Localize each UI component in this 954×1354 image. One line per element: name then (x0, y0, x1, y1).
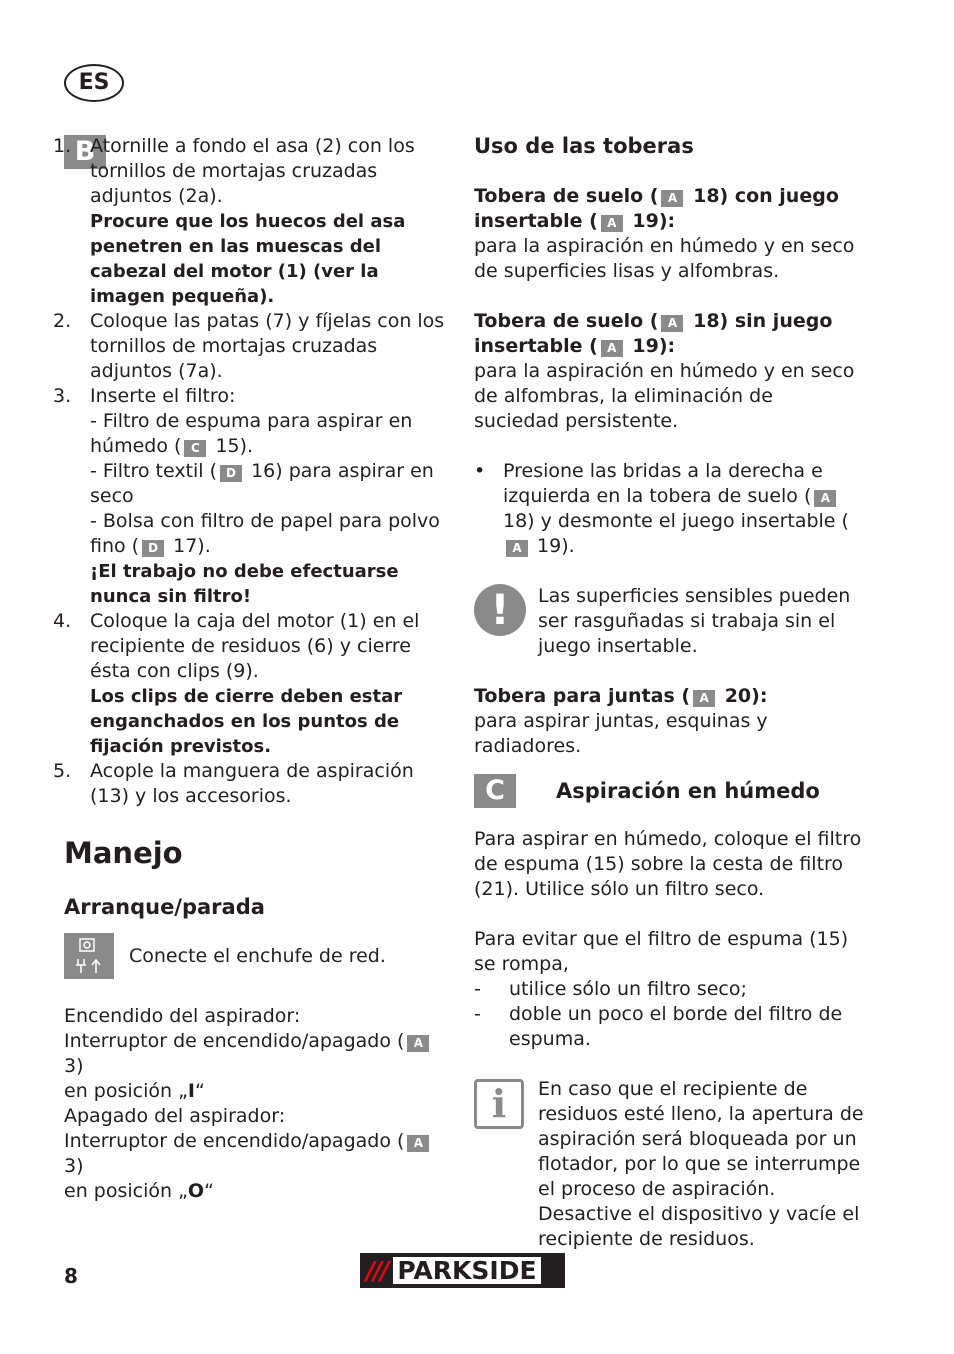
on-position-line (64, 1079, 454, 1104)
ref-tag-a: A (814, 490, 836, 507)
option-text: 17). (167, 535, 211, 557)
left-column (53, 134, 454, 1204)
on-label: Encendido del aspirador: (64, 1005, 301, 1027)
step-note: Los clips de cierre deben estar enganchados en los puntos de fijación previstos. (90, 686, 403, 757)
option-text: 16) para aspirar en seco (90, 460, 434, 507)
line-text: Interruptor de encendido/apagado ( (64, 1130, 405, 1152)
plug-text: Conecte el enchufe de red. (129, 944, 386, 967)
step-5 (0, 759, 454, 809)
ref-tag-a: A (601, 215, 623, 232)
title-text: 18) con juego insertable ( (474, 185, 839, 232)
step-text: Atornille a fondo el asa (2) con los tornillos de mortajas cruzadas adjuntos (2a). (90, 135, 415, 207)
filter-option-paper-bag (90, 509, 454, 559)
line-text: en posición „ (64, 1180, 188, 1202)
step-text: Inserte el filtro: (90, 385, 236, 407)
brand-name: PARKSIDE (393, 1257, 540, 1284)
dash-item (474, 977, 864, 1002)
off-switch-line (64, 1129, 454, 1179)
plug-icon-svg (64, 933, 114, 979)
info-note (474, 1077, 864, 1252)
title-text: 20): (718, 685, 768, 707)
step-3 (0, 384, 454, 609)
step-number: 2. (53, 310, 72, 332)
option-text: - Filtro textil ( (90, 460, 218, 482)
line-text: en posición „ (64, 1080, 188, 1102)
warning-icon-wrap (474, 584, 538, 659)
option-text: - Filtro de espuma para aspirar en húmedo ( (90, 410, 413, 457)
ref-tag-a: A (407, 1035, 429, 1052)
ref-tag-a: A (661, 315, 683, 332)
subsection-title-arranque: Arranque/parada (64, 895, 265, 919)
plug-row (64, 933, 454, 979)
subsection-title-uso: Uso de las toberas (474, 134, 694, 158)
step-note: ¡El trabajo no debe efectuarse nunca sin filtro! (90, 561, 399, 607)
ref-tag-d: D (142, 540, 164, 557)
ref-tag-a: A (661, 190, 683, 207)
step-number: 3. (53, 385, 72, 407)
language-badge: ES (64, 64, 124, 102)
title-text: 18) sin juego insertable ( (474, 310, 833, 357)
line-text: 3) (64, 1155, 84, 1177)
step-text: Coloque la caja del motor (1) en el recipiente de residuos (6) y cierre ésta con clips (9). (90, 610, 420, 682)
crevice-nozzle-title (474, 684, 864, 709)
step-number: 1. (53, 135, 72, 157)
on-switch-line (64, 1029, 454, 1079)
on-symbol: I (187, 1080, 195, 1102)
title-text: Tobera de suelo ( (474, 310, 659, 332)
section-tag-c: C (474, 774, 516, 808)
wet-vacuum-heading (474, 774, 864, 808)
dash-text: utilice sólo un filtro seco; (509, 978, 747, 1000)
info-text: En caso que el recipiente de residuos esté lleno, la apertura de aspiración será bloqueada por un flotador, por lo que se interrumpe el proceso de aspiración. Desactive el dispositivo y vacíe el recipiente de residuos. (538, 1078, 864, 1250)
ref-tag-a: A (693, 690, 715, 707)
wet-paragraph-2: Para evitar que el filtro de espuma (15) se rompa, (474, 928, 849, 975)
bullet-mark: • (474, 460, 486, 482)
bullet-part: 18) y desmonte el juego insertable ( (503, 510, 849, 532)
bullet-item (474, 459, 864, 559)
step-2 (0, 309, 454, 384)
nozzle-2-title (474, 309, 864, 359)
step-note: Procure que los huecos del asa penetren en las muescas del cabezal del motor (1) (ver la imagen pequeña). (90, 211, 406, 307)
parkside-logo (360, 1253, 565, 1288)
off-position-line (64, 1179, 454, 1204)
ref-tag-a: A (601, 340, 623, 357)
line-text: “ (204, 1180, 214, 1202)
info-icon: i (474, 1079, 524, 1129)
step-number: 4. (53, 610, 72, 632)
dash-text: doble un poco el borde del filtro de espuma. (509, 1003, 843, 1050)
line-text: “ (195, 1080, 205, 1102)
nozzle-1-title (474, 184, 864, 234)
crevice-nozzle-text: para aspirar juntas, esquinas y radiadores. (474, 710, 768, 757)
step-text: Coloque las patas (7) y fíjelas con los tornillos de mortajas cruzadas adjuntos (7a). (90, 310, 445, 382)
option-text: 15). (209, 435, 254, 457)
page-number: 8 (64, 1264, 78, 1288)
info-icon-wrap (474, 1077, 538, 1252)
dash-mark: - (474, 978, 481, 1000)
step-text: Acople la manguera de aspiración (13) y los accesorios. (90, 760, 414, 807)
plug-icon (64, 933, 114, 979)
option-text: - Bolsa con filtro de papel para polvo fino ( (90, 510, 440, 557)
dash-item (474, 1002, 864, 1052)
step-number: 5. (53, 760, 72, 782)
dash-mark: - (474, 1003, 481, 1025)
nozzle-1-text: para la aspiración en húmedo y en seco de superficies lisas y alfombras. (474, 235, 855, 282)
line-text: Interruptor de encendido/apagado ( (64, 1030, 405, 1052)
ref-tag-a: A (506, 540, 528, 557)
bullet-part: 19). (531, 535, 575, 557)
off-label: Apagado del aspirador: (64, 1105, 286, 1127)
assembly-steps (53, 134, 454, 809)
subsection-title-humedo: Aspiración en húmedo (556, 778, 820, 803)
section-tag-b: B (64, 135, 106, 169)
logo-slashes: /// (366, 1256, 388, 1285)
title-text: 19): (625, 335, 676, 357)
right-column (474, 134, 864, 1252)
nozzle-2-text: para la aspiración en húmedo y en seco de alfombras, la eliminación de suciedad persistente. (474, 360, 855, 432)
step-4 (0, 609, 454, 759)
title-text: Tobera de suelo ( (474, 185, 659, 207)
filter-option-foam (90, 409, 454, 459)
line-text: 3) (64, 1055, 84, 1077)
bullet-part: Presione las bridas a la derecha e izquierda en la tobera de suelo ( (503, 460, 823, 507)
exclamation-icon: ! (474, 584, 526, 636)
bullet-text (503, 459, 864, 559)
step-1 (0, 134, 454, 309)
wet-paragraph-1: Para aspirar en húmedo, coloque el filtro de espuma (15) sobre la cesta de filtro (21). Utilice sólo un filtro seco. (474, 828, 862, 900)
title-text: Tobera para juntas ( (474, 685, 691, 707)
off-symbol: O (187, 1180, 205, 1202)
ref-tag-a: A (407, 1135, 429, 1152)
title-text: 19): (625, 210, 676, 232)
section-title-manejo: Manejo (64, 836, 183, 870)
filter-option-textile (90, 459, 454, 509)
ref-tag-d: D (220, 465, 242, 482)
warning-text: Las superficies sensibles pueden ser rasguñadas si trabaja sin el juego insertable. (538, 585, 851, 657)
ref-tag-c: C (184, 440, 206, 457)
warning-note (474, 584, 864, 659)
